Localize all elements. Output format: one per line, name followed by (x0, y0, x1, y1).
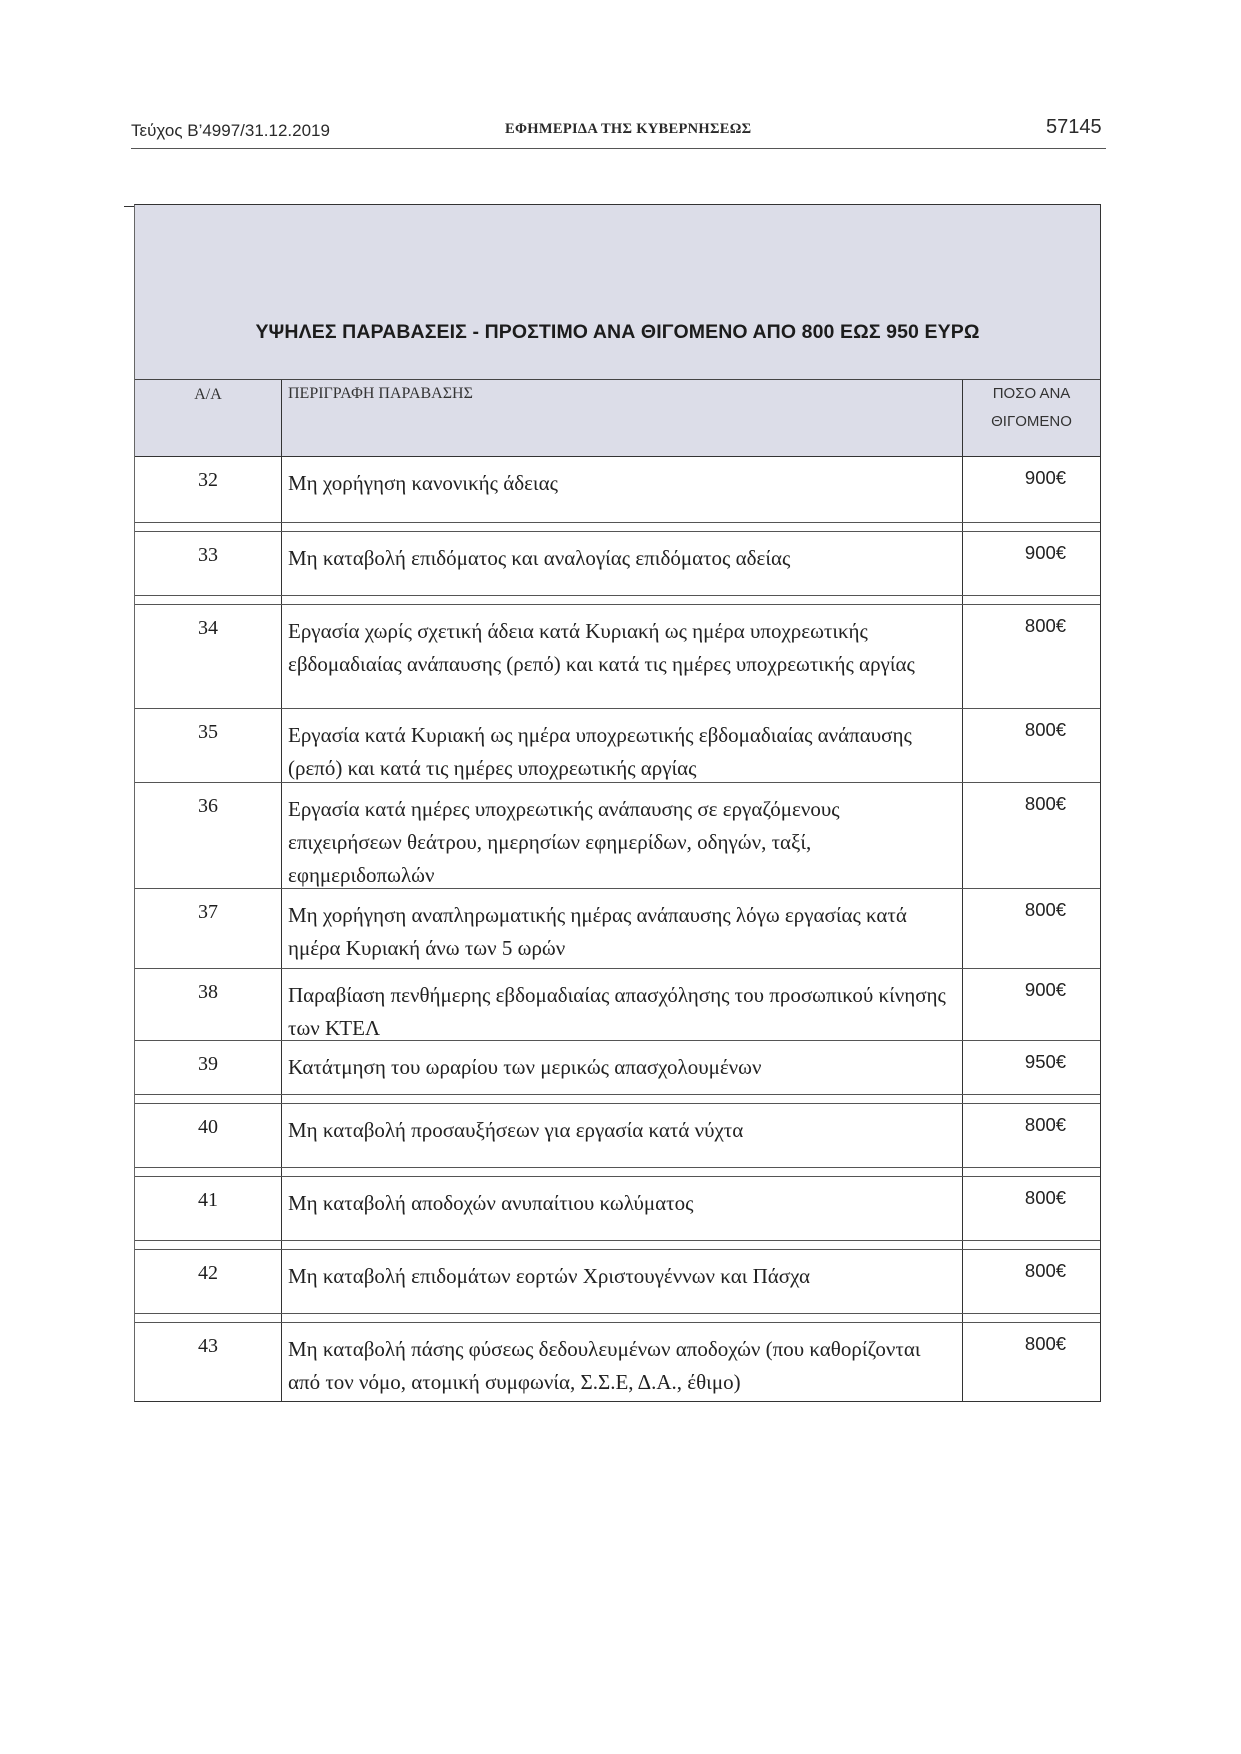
row-description: Μη καταβολή προσαυξήσεων για εργασία κατά νύχτα (282, 1104, 963, 1167)
row-description: Μη χορήγηση αναπληρωματικής ημέρας ανάπαυσης λόγω εργασίας κατά ημέρα Κυριακή άνω των 5 ωρών (282, 889, 963, 968)
row-amount: 800€ (1024, 1114, 1067, 1135)
row-spacer-cell (282, 596, 963, 604)
column-header-amount-line1: ΠΟΣΟ ΑΝΑ (992, 385, 1071, 402)
row-number: 42 (135, 1250, 282, 1313)
row-spacer (135, 1314, 1100, 1323)
table-row (135, 1250, 1100, 1314)
header-divider (131, 148, 1106, 149)
row-amount: 900€ (1024, 542, 1067, 563)
table-row (135, 1323, 1100, 1401)
row-number: 41 (135, 1177, 282, 1240)
table-row (135, 889, 1100, 969)
row-spacer (135, 1095, 1100, 1104)
row-spacer-cell (282, 1314, 963, 1322)
column-header-row (135, 380, 1100, 457)
row-spacer (135, 1168, 1100, 1177)
table-row (135, 1041, 1100, 1095)
row-spacer-cell (282, 523, 963, 531)
row-number: 39 (135, 1041, 282, 1094)
table-row (135, 709, 1100, 783)
row-amount: 800€ (1024, 1260, 1067, 1281)
row-amount: 900€ (1024, 467, 1067, 488)
row-spacer-cell (963, 596, 1100, 604)
row-description: Εργασία χωρίς σχετική άδεια κατά Κυριακή ως ημέρα υποχρεωτικής εβδομαδιαίας ανάπαυσης (ρεπό) και κατά τις ημέρες υποχρεωτικής αργίας (282, 605, 963, 708)
row-spacer-cell (963, 523, 1100, 531)
row-spacer-cell (963, 1314, 1100, 1322)
row-spacer (135, 1241, 1100, 1250)
row-description: Εργασία κατά ημέρες υποχρεωτικής ανάπαυσης σε εργαζόμενους επιχειρήσεων θεάτρου, ημερησίων εφημερίδων, οδηγών, ταξί, εφημεριδοπωλών (282, 783, 963, 888)
row-spacer-cell (963, 1168, 1100, 1176)
row-number: 32 (135, 457, 282, 522)
row-amount: 900€ (1024, 979, 1067, 1000)
row-spacer-cell (135, 1168, 282, 1176)
row-amount: 800€ (1024, 1187, 1067, 1208)
row-number: 36 (135, 783, 282, 888)
row-description: Μη καταβολή πάσης φύσεως δεδουλευμένων αποδοχών (που καθορίζονται από τον νόμο, ατομική συμφωνία, Σ.Σ.Ε, Δ.Α., έθιμο) (282, 1323, 963, 1401)
row-description: Κατάτμηση του ωραρίου των μερικώς απασχολουμένων (282, 1041, 963, 1094)
row-description: Μη καταβολή αποδοχών ανυπαίτιου κωλύματος (282, 1177, 963, 1240)
row-spacer-cell (135, 596, 282, 604)
table-row (135, 457, 1100, 523)
row-spacer-cell (135, 523, 282, 531)
row-spacer-cell (963, 1241, 1100, 1249)
row-amount: 800€ (1024, 1333, 1067, 1354)
table-row (135, 783, 1100, 889)
column-header-amount (963, 380, 1100, 456)
table-row (135, 1177, 1100, 1241)
row-amount: 800€ (1024, 719, 1067, 740)
row-spacer-cell (282, 1095, 963, 1103)
row-number: 43 (135, 1323, 282, 1401)
table-title: ΥΨΗΛΕΣ ΠΑΡΑΒΑΣΕΙΣ - ΠΡΟΣΤΙΜΟ ΑΝΑ ΘΙΓΟΜΕΝΟ ΑΠΟ 800 ΕΩΣ 950 ΕΥΡΩ (255, 321, 980, 343)
violations-table (134, 204, 1101, 1402)
row-spacer (135, 596, 1100, 605)
row-number: 40 (135, 1104, 282, 1167)
row-amount: 800€ (1024, 899, 1067, 920)
row-spacer-cell (135, 1095, 282, 1103)
row-description: Μη καταβολή επιδομάτων εορτών Χριστουγέννων και Πάσχα (282, 1250, 963, 1313)
issue-reference: Τεύχος Β’4997/31.12.2019 (131, 121, 330, 140)
table-title-band (135, 205, 1100, 380)
row-number: 33 (135, 532, 282, 595)
row-amount: 800€ (1024, 615, 1067, 636)
row-spacer-cell (282, 1241, 963, 1249)
row-number: 38 (135, 969, 282, 1040)
row-description: Μη χορήγηση κανονικής άδειας (282, 457, 963, 522)
row-description: Παραβίαση πενθήμερης εβδομαδιαίας απασχόλησης του προσωπικού κίνησης των ΚΤΕΛ (282, 969, 963, 1040)
row-number: 34 (135, 605, 282, 708)
row-description: Μη καταβολή επιδόματος και αναλογίας επιδόματος αδείας (282, 532, 963, 595)
row-number: 35 (135, 709, 282, 782)
table-row (135, 1104, 1100, 1168)
row-spacer-cell (282, 1168, 963, 1176)
gazette-title: ΕΦΗΜΕΡΙΔΑ ΤΗΣ ΚΥΒΕΡΝΗΣΕΩΣ (505, 121, 752, 137)
row-number: 37 (135, 889, 282, 968)
row-spacer (135, 523, 1100, 532)
column-header-description: ΠΕΡΙΓΡΑΦΗ ΠΑΡΑΒΑΣΗΣ (282, 380, 963, 456)
column-header-num: Α/Α (135, 380, 282, 456)
page-number: 57145 (1046, 116, 1102, 138)
row-amount: 950€ (1024, 1051, 1067, 1072)
table-row (135, 969, 1100, 1041)
row-spacer-cell (135, 1241, 282, 1249)
row-spacer-cell (135, 1314, 282, 1322)
table-body (135, 457, 1100, 1401)
table-row (135, 532, 1100, 596)
row-amount: 800€ (1024, 793, 1067, 814)
row-description: Εργασία κατά Κυριακή ως ημέρα υποχρεωτικής εβδομαδιαίας ανάπαυσης (ρεπό) και κατά τις ημέρες υποχρεωτικής αργίας (282, 709, 963, 782)
column-header-amount-line2: ΘΙΓΟΜΕΝΟ (991, 413, 1072, 430)
table-row (135, 605, 1100, 709)
row-spacer-cell (963, 1095, 1100, 1103)
